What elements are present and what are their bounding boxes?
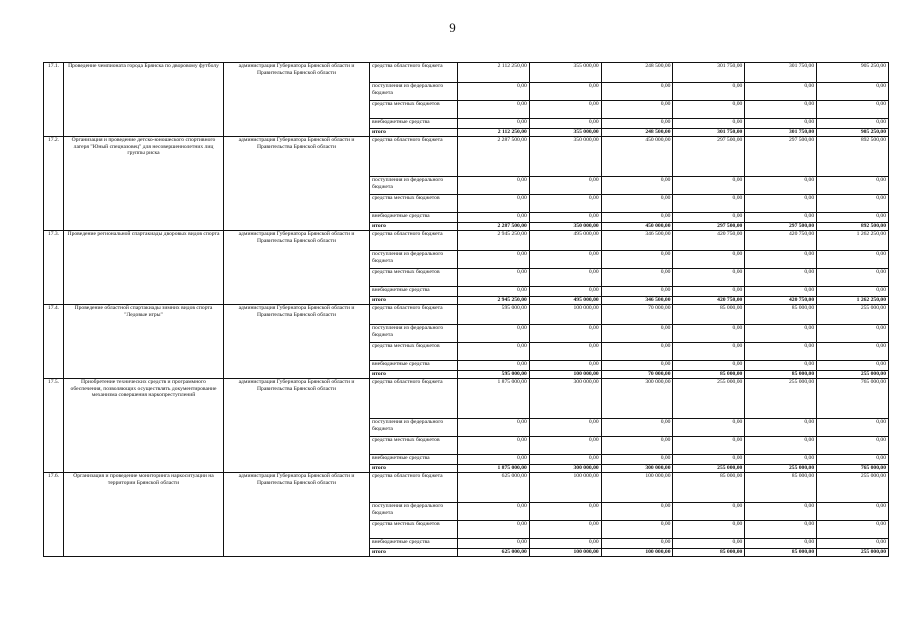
amount-cell: 765 000,00: [817, 379, 889, 419]
amount-cell: 0,00: [529, 287, 601, 297]
funding-source: внебюджетные средства: [370, 119, 458, 129]
amount-cell: 255 000,00: [673, 465, 745, 473]
item-number: 17.3.: [44, 231, 64, 305]
amount-cell: 892 500,00: [817, 223, 889, 231]
amount-cell: 0,00: [601, 455, 673, 465]
amount-cell: 495 000,00: [529, 231, 601, 251]
table-row: [44, 137, 889, 177]
amount-cell: 0,00: [529, 177, 601, 195]
amount-cell: 0,00: [529, 419, 601, 437]
funding-source: средства местных бюджетов: [370, 437, 458, 455]
amount-cell: 2 945 250,00: [458, 297, 530, 305]
amount-cell: 346 500,00: [601, 231, 673, 251]
amount-cell: 0,00: [817, 325, 889, 343]
amount-cell: 0,00: [673, 419, 745, 437]
amount-cell: 350 000,00: [529, 137, 601, 177]
amount-cell: 0,00: [458, 101, 530, 119]
item-name: Проведение региональной спартакиады дворовых видов спорта: [64, 231, 224, 305]
table-row: [44, 473, 889, 503]
amount-cell: 0,00: [817, 119, 889, 129]
amount-cell: 0,00: [529, 269, 601, 287]
amount-cell: 450 000,00: [601, 137, 673, 177]
amount-cell: 0,00: [529, 343, 601, 361]
amount-cell: 255 000,00: [817, 305, 889, 325]
amount-cell: 0,00: [817, 101, 889, 119]
amount-cell: 0,00: [673, 325, 745, 343]
amount-cell: 0,00: [673, 343, 745, 361]
page-number: 9: [449, 20, 456, 35]
funding-source: средства областного бюджета: [370, 137, 458, 177]
funding-source: средства областного бюджета: [370, 63, 458, 83]
amount-cell: 0,00: [817, 455, 889, 465]
amount-cell: 0,00: [745, 343, 817, 361]
amount-cell: 0,00: [601, 419, 673, 437]
amount-cell: 85 000,00: [673, 305, 745, 325]
amount-cell: 765 000,00: [817, 465, 889, 473]
amount-cell: 0,00: [458, 539, 530, 549]
amount-cell: 0,00: [458, 325, 530, 343]
item-number: 17.6.: [44, 473, 64, 557]
amount-cell: 0,00: [458, 119, 530, 129]
amount-cell: 85 000,00: [673, 473, 745, 503]
item-executor: администрация Губернатора Брянской области и Правительства Брянской области: [224, 379, 370, 473]
amount-cell: 0,00: [601, 213, 673, 223]
funding-source: поступления из федерального бюджета: [370, 419, 458, 437]
funding-source: средства местных бюджетов: [370, 101, 458, 119]
funding-source: поступления из федерального бюджета: [370, 251, 458, 269]
amount-cell: 450 000,00: [601, 223, 673, 231]
amount-cell: 301 750,00: [673, 63, 745, 83]
amount-cell: 0,00: [817, 195, 889, 213]
amount-cell: 100 000,00: [529, 305, 601, 325]
item-executor: администрация Губернатора Брянской области и Правительства Брянской области: [224, 137, 370, 231]
amount-cell: 0,00: [817, 177, 889, 195]
amount-cell: 0,00: [529, 101, 601, 119]
amount-cell: 2 112 250,00: [458, 63, 530, 83]
amount-cell: 0,00: [673, 101, 745, 119]
amount-cell: 0,00: [529, 195, 601, 213]
amount-cell: 100 000,00: [601, 549, 673, 557]
amount-cell: 0,00: [817, 213, 889, 223]
amount-cell: 1 875 000,00: [458, 465, 530, 473]
table-row: [44, 231, 889, 251]
amount-cell: 0,00: [458, 455, 530, 465]
amount-cell: 0,00: [745, 269, 817, 287]
amount-cell: 0,00: [529, 361, 601, 371]
amount-cell: 70 000,00: [601, 305, 673, 325]
funding-source: итого: [370, 371, 458, 379]
funding-source: внебюджетные средства: [370, 213, 458, 223]
amount-cell: 0,00: [745, 83, 817, 101]
table-row: [44, 63, 889, 83]
amount-cell: 0,00: [745, 361, 817, 371]
amount-cell: 0,00: [673, 437, 745, 455]
amount-cell: 0,00: [745, 213, 817, 223]
amount-cell: 0,00: [817, 287, 889, 297]
item-number: 17.2.: [44, 137, 64, 231]
amount-cell: 255 000,00: [817, 473, 889, 503]
amount-cell: 0,00: [817, 343, 889, 361]
amount-cell: 350 000,00: [529, 223, 601, 231]
amount-cell: 0,00: [529, 503, 601, 521]
amount-cell: 0,00: [745, 119, 817, 129]
amount-cell: 346 500,00: [601, 297, 673, 305]
amount-cell: 0,00: [601, 343, 673, 361]
amount-cell: 0,00: [745, 437, 817, 455]
amount-cell: 0,00: [817, 269, 889, 287]
amount-cell: 0,00: [601, 269, 673, 287]
funding-source: итого: [370, 465, 458, 473]
table-row: [44, 305, 889, 325]
amount-cell: 0,00: [458, 287, 530, 297]
amount-cell: 0,00: [601, 361, 673, 371]
amount-cell: 100 000,00: [529, 371, 601, 379]
amount-cell: 0,00: [458, 213, 530, 223]
amount-cell: 1 262 250,00: [817, 231, 889, 251]
amount-cell: 2 945 250,00: [458, 231, 530, 251]
amount-cell: 100 000,00: [529, 473, 601, 503]
item-executor: администрация Губернатора Брянской области и Правительства Брянской области: [224, 63, 370, 137]
amount-cell: 0,00: [745, 287, 817, 297]
amount-cell: 0,00: [601, 101, 673, 119]
amount-cell: 0,00: [745, 325, 817, 343]
amount-cell: 255 000,00: [745, 379, 817, 419]
amount-cell: 1 875 000,00: [458, 379, 530, 419]
funding-source: внебюджетные средства: [370, 361, 458, 371]
amount-cell: 420 750,00: [745, 297, 817, 305]
amount-cell: 300 000,00: [601, 379, 673, 419]
amount-cell: 301 750,00: [745, 63, 817, 83]
amount-cell: 355 000,00: [529, 129, 601, 137]
amount-cell: 255 000,00: [817, 371, 889, 379]
amount-cell: 255 000,00: [745, 465, 817, 473]
amount-cell: 892 500,00: [817, 137, 889, 177]
amount-cell: 0,00: [529, 251, 601, 269]
funding-source: поступления из федерального бюджета: [370, 83, 458, 101]
amount-cell: 248 500,00: [601, 129, 673, 137]
amount-cell: 0,00: [529, 119, 601, 129]
funding-source: средства местных бюджетов: [370, 521, 458, 539]
amount-cell: 0,00: [745, 455, 817, 465]
funding-source: средства местных бюджетов: [370, 195, 458, 213]
amount-cell: 0,00: [673, 119, 745, 129]
amount-cell: 85 000,00: [745, 305, 817, 325]
amount-cell: 297 500,00: [673, 137, 745, 177]
item-name: Организация и проведение мониторинга наркоситуации на территории Брянской области: [64, 473, 224, 557]
amount-cell: 255 000,00: [817, 549, 889, 557]
amount-cell: 0,00: [745, 251, 817, 269]
amount-cell: 625 000,00: [458, 549, 530, 557]
amount-cell: 0,00: [817, 83, 889, 101]
amount-cell: 0,00: [745, 101, 817, 119]
amount-cell: 0,00: [601, 83, 673, 101]
amount-cell: 248 500,00: [601, 63, 673, 83]
funding-source: поступления из федерального бюджета: [370, 325, 458, 343]
item-name: Проведение областной спартакиады зимних видов спорта "Ледовые игры": [64, 305, 224, 379]
amount-cell: 2 287 500,00: [458, 137, 530, 177]
funding-source: средства местных бюджетов: [370, 343, 458, 361]
funding-source: внебюджетные средства: [370, 287, 458, 297]
amount-cell: 2 287 500,00: [458, 223, 530, 231]
amount-cell: 0,00: [817, 521, 889, 539]
item-executor: администрация Губернатора Брянской области и Правительства Брянской области: [224, 231, 370, 305]
amount-cell: 355 000,00: [529, 63, 601, 83]
amount-cell: 0,00: [458, 177, 530, 195]
funding-source: внебюджетные средства: [370, 539, 458, 549]
amount-cell: 0,00: [529, 213, 601, 223]
amount-cell: 0,00: [529, 83, 601, 101]
funding-source: средства областного бюджета: [370, 231, 458, 251]
funding-source: итого: [370, 129, 458, 137]
amount-cell: 495 000,00: [529, 297, 601, 305]
funding-source: средства областного бюджета: [370, 305, 458, 325]
amount-cell: 0,00: [673, 195, 745, 213]
amount-cell: 420 750,00: [673, 297, 745, 305]
amount-cell: 0,00: [601, 177, 673, 195]
amount-cell: 0,00: [601, 503, 673, 521]
amount-cell: 70 000,00: [601, 371, 673, 379]
amount-cell: 0,00: [817, 437, 889, 455]
amount-cell: 0,00: [673, 455, 745, 465]
amount-cell: 0,00: [817, 251, 889, 269]
amount-cell: 420 750,00: [673, 231, 745, 251]
amount-cell: 0,00: [601, 325, 673, 343]
amount-cell: 300 000,00: [529, 465, 601, 473]
amount-cell: 300 000,00: [529, 379, 601, 419]
amount-cell: 595 000,00: [458, 305, 530, 325]
amount-cell: 0,00: [601, 251, 673, 269]
amount-cell: 0,00: [745, 177, 817, 195]
table-row: [44, 379, 889, 419]
amount-cell: 0,00: [673, 251, 745, 269]
amount-cell: 297 500,00: [745, 223, 817, 231]
amount-cell: 0,00: [529, 455, 601, 465]
amount-cell: 85 000,00: [673, 549, 745, 557]
amount-cell: 0,00: [458, 361, 530, 371]
amount-cell: 0,00: [817, 539, 889, 549]
amount-cell: 85 000,00: [673, 371, 745, 379]
amount-cell: 0,00: [529, 437, 601, 455]
amount-cell: 297 500,00: [673, 223, 745, 231]
amount-cell: 0,00: [458, 503, 530, 521]
funding-table: [43, 62, 889, 557]
amount-cell: 0,00: [745, 503, 817, 521]
amount-cell: 0,00: [458, 251, 530, 269]
funding-source: средства областного бюджета: [370, 473, 458, 503]
item-name: Проведение чемпионата города Брянска по дворовому футболу: [64, 63, 224, 137]
amount-cell: 0,00: [458, 419, 530, 437]
amount-cell: 0,00: [745, 539, 817, 549]
amount-cell: 85 000,00: [745, 473, 817, 503]
amount-cell: 420 750,00: [745, 231, 817, 251]
amount-cell: 0,00: [817, 361, 889, 371]
amount-cell: 0,00: [529, 325, 601, 343]
funding-source: средства местных бюджетов: [370, 269, 458, 287]
funding-source: внебюджетные средства: [370, 455, 458, 465]
amount-cell: 0,00: [458, 195, 530, 213]
funding-source: итого: [370, 297, 458, 305]
amount-cell: 300 000,00: [601, 465, 673, 473]
amount-cell: 0,00: [458, 269, 530, 287]
amount-cell: 301 750,00: [673, 129, 745, 137]
amount-cell: 0,00: [601, 195, 673, 213]
funding-table-body: [44, 63, 889, 557]
amount-cell: 0,00: [673, 177, 745, 195]
amount-cell: 0,00: [817, 503, 889, 521]
amount-cell: 0,00: [745, 195, 817, 213]
amount-cell: 2 112 250,00: [458, 129, 530, 137]
amount-cell: 0,00: [458, 521, 530, 539]
amount-cell: 100 000,00: [529, 549, 601, 557]
amount-cell: 0,00: [529, 521, 601, 539]
item-executor: администрация Губернатора Брянской области и Правительства Брянской области: [224, 473, 370, 557]
amount-cell: 595 000,00: [458, 371, 530, 379]
amount-cell: 905 250,00: [817, 129, 889, 137]
item-name: Приобретение технических средств и программного обеспечения, позволяющих осуществлять документирование механизма совершения наркопреступлений: [64, 379, 224, 473]
amount-cell: 0,00: [458, 437, 530, 455]
funding-source: средства областного бюджета: [370, 379, 458, 419]
amount-cell: 297 500,00: [745, 137, 817, 177]
item-name: Организация и проведение детско-юношеского спортивного лагеря "Юный спецназовец" для несовершеннолетних лиц группы риска: [64, 137, 224, 231]
amount-cell: 0,00: [673, 213, 745, 223]
item-number: 17.1.: [44, 63, 64, 137]
amount-cell: 0,00: [673, 503, 745, 521]
amount-cell: 0,00: [673, 521, 745, 539]
amount-cell: 301 750,00: [745, 129, 817, 137]
amount-cell: 0,00: [673, 83, 745, 101]
amount-cell: 0,00: [601, 119, 673, 129]
amount-cell: 0,00: [601, 287, 673, 297]
amount-cell: 0,00: [601, 521, 673, 539]
amount-cell: 0,00: [458, 83, 530, 101]
amount-cell: 85 000,00: [745, 549, 817, 557]
amount-cell: 905 250,00: [817, 63, 889, 83]
amount-cell: 0,00: [673, 269, 745, 287]
amount-cell: 0,00: [745, 521, 817, 539]
item-number: 17.4.: [44, 305, 64, 379]
amount-cell: 0,00: [458, 343, 530, 361]
amount-cell: 85 000,00: [745, 371, 817, 379]
amount-cell: 0,00: [529, 539, 601, 549]
item-number: 17.5.: [44, 379, 64, 473]
funding-source: итого: [370, 223, 458, 231]
amount-cell: 625 000,00: [458, 473, 530, 503]
amount-cell: 255 000,00: [673, 379, 745, 419]
funding-source: поступления из федерального бюджета: [370, 503, 458, 521]
amount-cell: 0,00: [673, 539, 745, 549]
funding-source: поступления из федерального бюджета: [370, 177, 458, 195]
funding-source: итого: [370, 549, 458, 557]
amount-cell: 100 000,00: [601, 473, 673, 503]
amount-cell: 0,00: [601, 437, 673, 455]
amount-cell: 0,00: [673, 361, 745, 371]
amount-cell: 0,00: [601, 539, 673, 549]
amount-cell: 0,00: [745, 419, 817, 437]
amount-cell: 1 262 250,00: [817, 297, 889, 305]
amount-cell: 0,00: [673, 287, 745, 297]
amount-cell: 0,00: [817, 419, 889, 437]
item-executor: администрация Губернатора Брянской области и Правительства Брянской области: [224, 305, 370, 379]
